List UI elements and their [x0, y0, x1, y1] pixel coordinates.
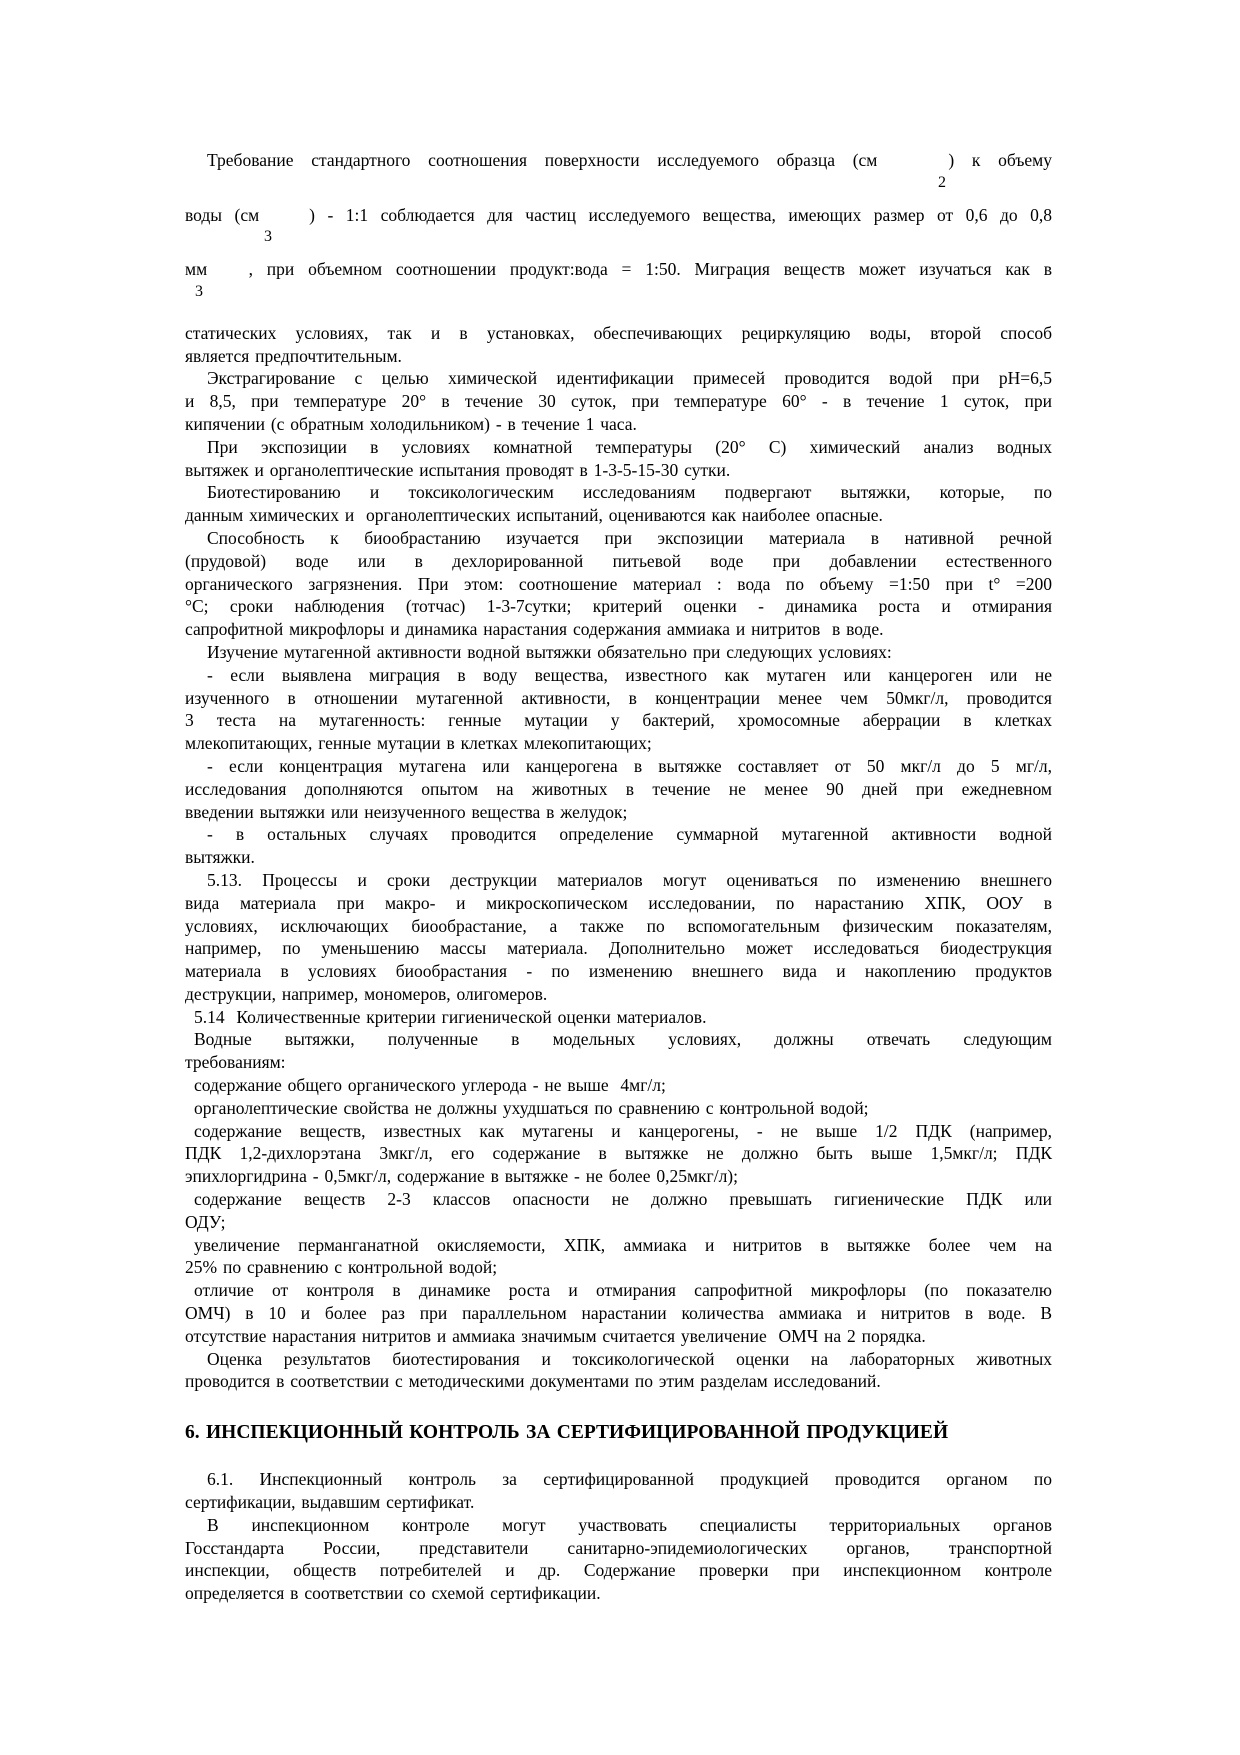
text-line: исследования дополняются опытом на животных в течение не менее 90 дней при ежедневном: [185, 778, 1052, 799]
text-line: статических условиях, так и в установках, обеспечивающих рециркуляцию воды, второй способ: [185, 322, 1052, 343]
text-line: требованиям:: [185, 1052, 286, 1073]
text-line: - если концентрация мутагена или канцерогена в вытяжке составляет от 50 мкг/л до 5 мг/л,: [207, 755, 1052, 776]
text-line: содержание общего органического углерода - не выше 4мг/л;: [194, 1075, 666, 1096]
text-line: определяется в соответствии со схемой сертификации.: [185, 1583, 601, 1604]
text-line: сертификации, выдавшим сертификат.: [185, 1492, 475, 1513]
text-line: Способность к биообрастанию изучается при экспозиции материала в нативной речной: [207, 527, 1052, 548]
text-line: - если выявлена миграция в воду вещества, известного как мутаген или канцероген или не: [207, 664, 1052, 685]
paragraph: [185, 1234, 1052, 1280]
paragraph: [185, 322, 1052, 368]
paragraph: [185, 1120, 1052, 1188]
text-line: и 8,5, при температуре 20° в течение 30 суток, при температуре 60° - в течение 1 суток, при: [185, 391, 1052, 412]
paragraph: [185, 1188, 1052, 1234]
paragraph: [185, 1514, 1052, 1605]
text-line: (прудовой) воде или в дехлорированной питьевой воде при добавлении естественного: [185, 550, 1052, 571]
paragraph: [185, 527, 1052, 641]
text-line: Экстрагирование с целью химической идентификации примесей проводится водой при pH=6,5: [207, 368, 1052, 389]
text-line: В инспекционном контроле могут участвовать специалисты территориальных органов: [207, 1514, 1052, 1535]
text-line: вытяжек и органолептические испытания проводят в 1-3-5-15-30 сутки.: [185, 459, 731, 480]
text-line: отсутствие нарастания нитритов и аммиака значимым считается увеличение ОМЧ на 2 порядка.: [185, 1325, 926, 1346]
text-line: Оценка результатов биотестирования и токсикологической оценки на лабораторных животных: [207, 1348, 1052, 1369]
superscript-digit: 2: [938, 173, 946, 191]
paragraph: [185, 664, 1052, 755]
text-line: При экспозиции в условиях комнатной температуры (20° С) химический анализ водных: [207, 436, 1052, 457]
paragraph: [185, 1279, 1052, 1347]
text-line: Требование стандартного соотношения поверхности исследуемого образца (см ) к объему: [207, 150, 1052, 170]
text-line: ПДК 1,2-дихлорэтана 3мкг/л, его содержание в вытяжке не должно быть выше 1,5мкг/л; ПДК: [185, 1143, 1052, 1164]
text-line: кипячении (с обратным холодильником) - в течение 1 часа.: [185, 413, 637, 434]
paragraph: [185, 1097, 1052, 1120]
text-line: 3 теста на мутагенность: генные мутации у бактерий, хромосомные аберрации в клетках: [185, 710, 1052, 731]
text-line: изученного в отношении мутагенной активности, в концентрации менее чем 50мкг/л, проводится: [185, 687, 1052, 708]
text-line: проводится в соответствии с методическими документами по этим разделам исследований.: [185, 1371, 881, 1392]
text-line: введении вытяжки или неизученного вещества в желудок;: [185, 801, 628, 822]
section-heading-text: 6. ИНСПЕКЦИОННЫЙ КОНТРОЛЬ ЗА СЕРТИФИЦИРОВАННОЙ ПРОДУКЦИЕЙ: [185, 1422, 949, 1444]
text-line: содержание веществ, известных как мутагены и канцерогены, - не выше 1/2 ПДК (например,: [194, 1120, 1052, 1141]
text-line: ОДУ;: [185, 1211, 226, 1232]
text-line: млекопитающих, генные мутации в клетках млекопитающих;: [185, 733, 652, 754]
text-line: например, по уменьшению массы материала. Дополнительно может исследоваться биодеструкция: [185, 938, 1052, 959]
superscript-digit: 3: [195, 282, 203, 300]
text-line: Изучение мутагенной активности водной вытяжки обязательно при следующих условиях:: [207, 641, 892, 662]
text-line: 5.13. Процессы и сроки деструкции материалов могут оцениваться по изменению внешнего: [207, 869, 1052, 890]
paragraph: [185, 436, 1052, 482]
text-line: инспекции, обществ потребителей и др. Содержание проверки при инспекционном контроле: [185, 1560, 1052, 1581]
text-line: увеличение перманганатной окисляемости, ХПК, аммиака и нитритов в вытяжке более чем на: [194, 1234, 1052, 1255]
text-line: Госстандарта России, представители санитарно-эпидемиологических органов, транспортной: [185, 1537, 1052, 1558]
text-line: условиях, исключающих биообрастание, а также по вспомогательным физическим показателям,: [185, 915, 1052, 936]
paragraph: [185, 367, 1052, 435]
text-line: мм , при объемном соотношении продукт:вода = 1:50. Миграция веществ может изучаться как в: [185, 259, 1052, 280]
text-line: эпихлоргидрина - 0,5мкг/л, содержание в вытяжке - не более 0,25мкг/л);: [185, 1166, 739, 1187]
paragraph: [185, 1348, 1052, 1394]
superscript-digit: 3: [264, 228, 272, 246]
text-line: отличие от контроля в динамике роста и отмирания сапрофитной микрофлоры (по показателю: [194, 1280, 1052, 1301]
paragraph-container: [185, 322, 1052, 1605]
text-line: содержание веществ 2-3 классов опасности не должно превышать гигиенические ПДК или: [194, 1189, 1052, 1210]
paragraph: [185, 1468, 1052, 1514]
paragraph: [185, 1074, 1052, 1097]
text-line: органического загрязнения. При этом: соотношение материал : вода по объему =1:50 при t° =200: [185, 573, 1052, 594]
text-line: воды (см ) - 1:1 соблюдается для частиц исследуемого вещества, имеющих размер от 0,6 до 0,8: [185, 204, 1052, 225]
text-line: является предпочтительным.: [185, 345, 402, 366]
text-line: 6.1. Инспекционный контроль за сертифицированной продукцией проводится органом по: [207, 1469, 1052, 1490]
paragraph: [185, 641, 1052, 664]
text-line: сапрофитной микрофлоры и динамика нарастания содержания аммиака и нитритов в воде.: [185, 619, 884, 640]
text-line: деструкции, например, мономеров, олигомеров.: [185, 983, 548, 1004]
text-line: 25% по сравнению с контрольной водой;: [185, 1257, 498, 1278]
text-line: вытяжки.: [185, 847, 255, 868]
intro-paragraph: [185, 149, 1052, 304]
paragraph: [185, 869, 1052, 1006]
text-line: материала в условиях биообрастания - по изменению внешнего вида и накоплению продуктов: [185, 961, 1052, 982]
text-line: 5.14 Количественные критерии гигиенической оценки материалов.: [194, 1006, 707, 1027]
text-line: вида материала при макро- и микроскопическом исследовании, по нарастанию ХПК, ООУ в: [185, 892, 1052, 913]
paragraph: [185, 1028, 1052, 1074]
section-heading: [185, 1420, 1052, 1446]
paragraph: [185, 755, 1052, 823]
paragraph: [185, 823, 1052, 869]
paragraph: [185, 481, 1052, 527]
paragraph: [185, 1006, 1052, 1029]
text-line: °С; сроки наблюдения (тотчас) 1-3-7сутки; критерий оценки - динамика роста и отмирания: [185, 596, 1052, 617]
text-line: Биотестированию и токсикологическим исследованиям подвергают вытяжки, которые, по: [207, 482, 1052, 503]
text-line: - в остальных случаях проводится определение суммарной мутагенной активности водной: [207, 824, 1052, 845]
text-line: данным химических и органолептических испытаний, оцениваются как наиболее опасные.: [185, 505, 883, 526]
text-line: ОМЧ) в 10 и более раз при параллельном нарастании количества аммиака и нитритов в воде. В: [185, 1303, 1052, 1324]
text-line: органолептические свойства не должны ухудшаться по сравнению с контрольной водой;: [194, 1097, 869, 1118]
text-line: Водные вытяжки, полученные в модельных условиях, должны отвечать следующим: [194, 1029, 1052, 1050]
